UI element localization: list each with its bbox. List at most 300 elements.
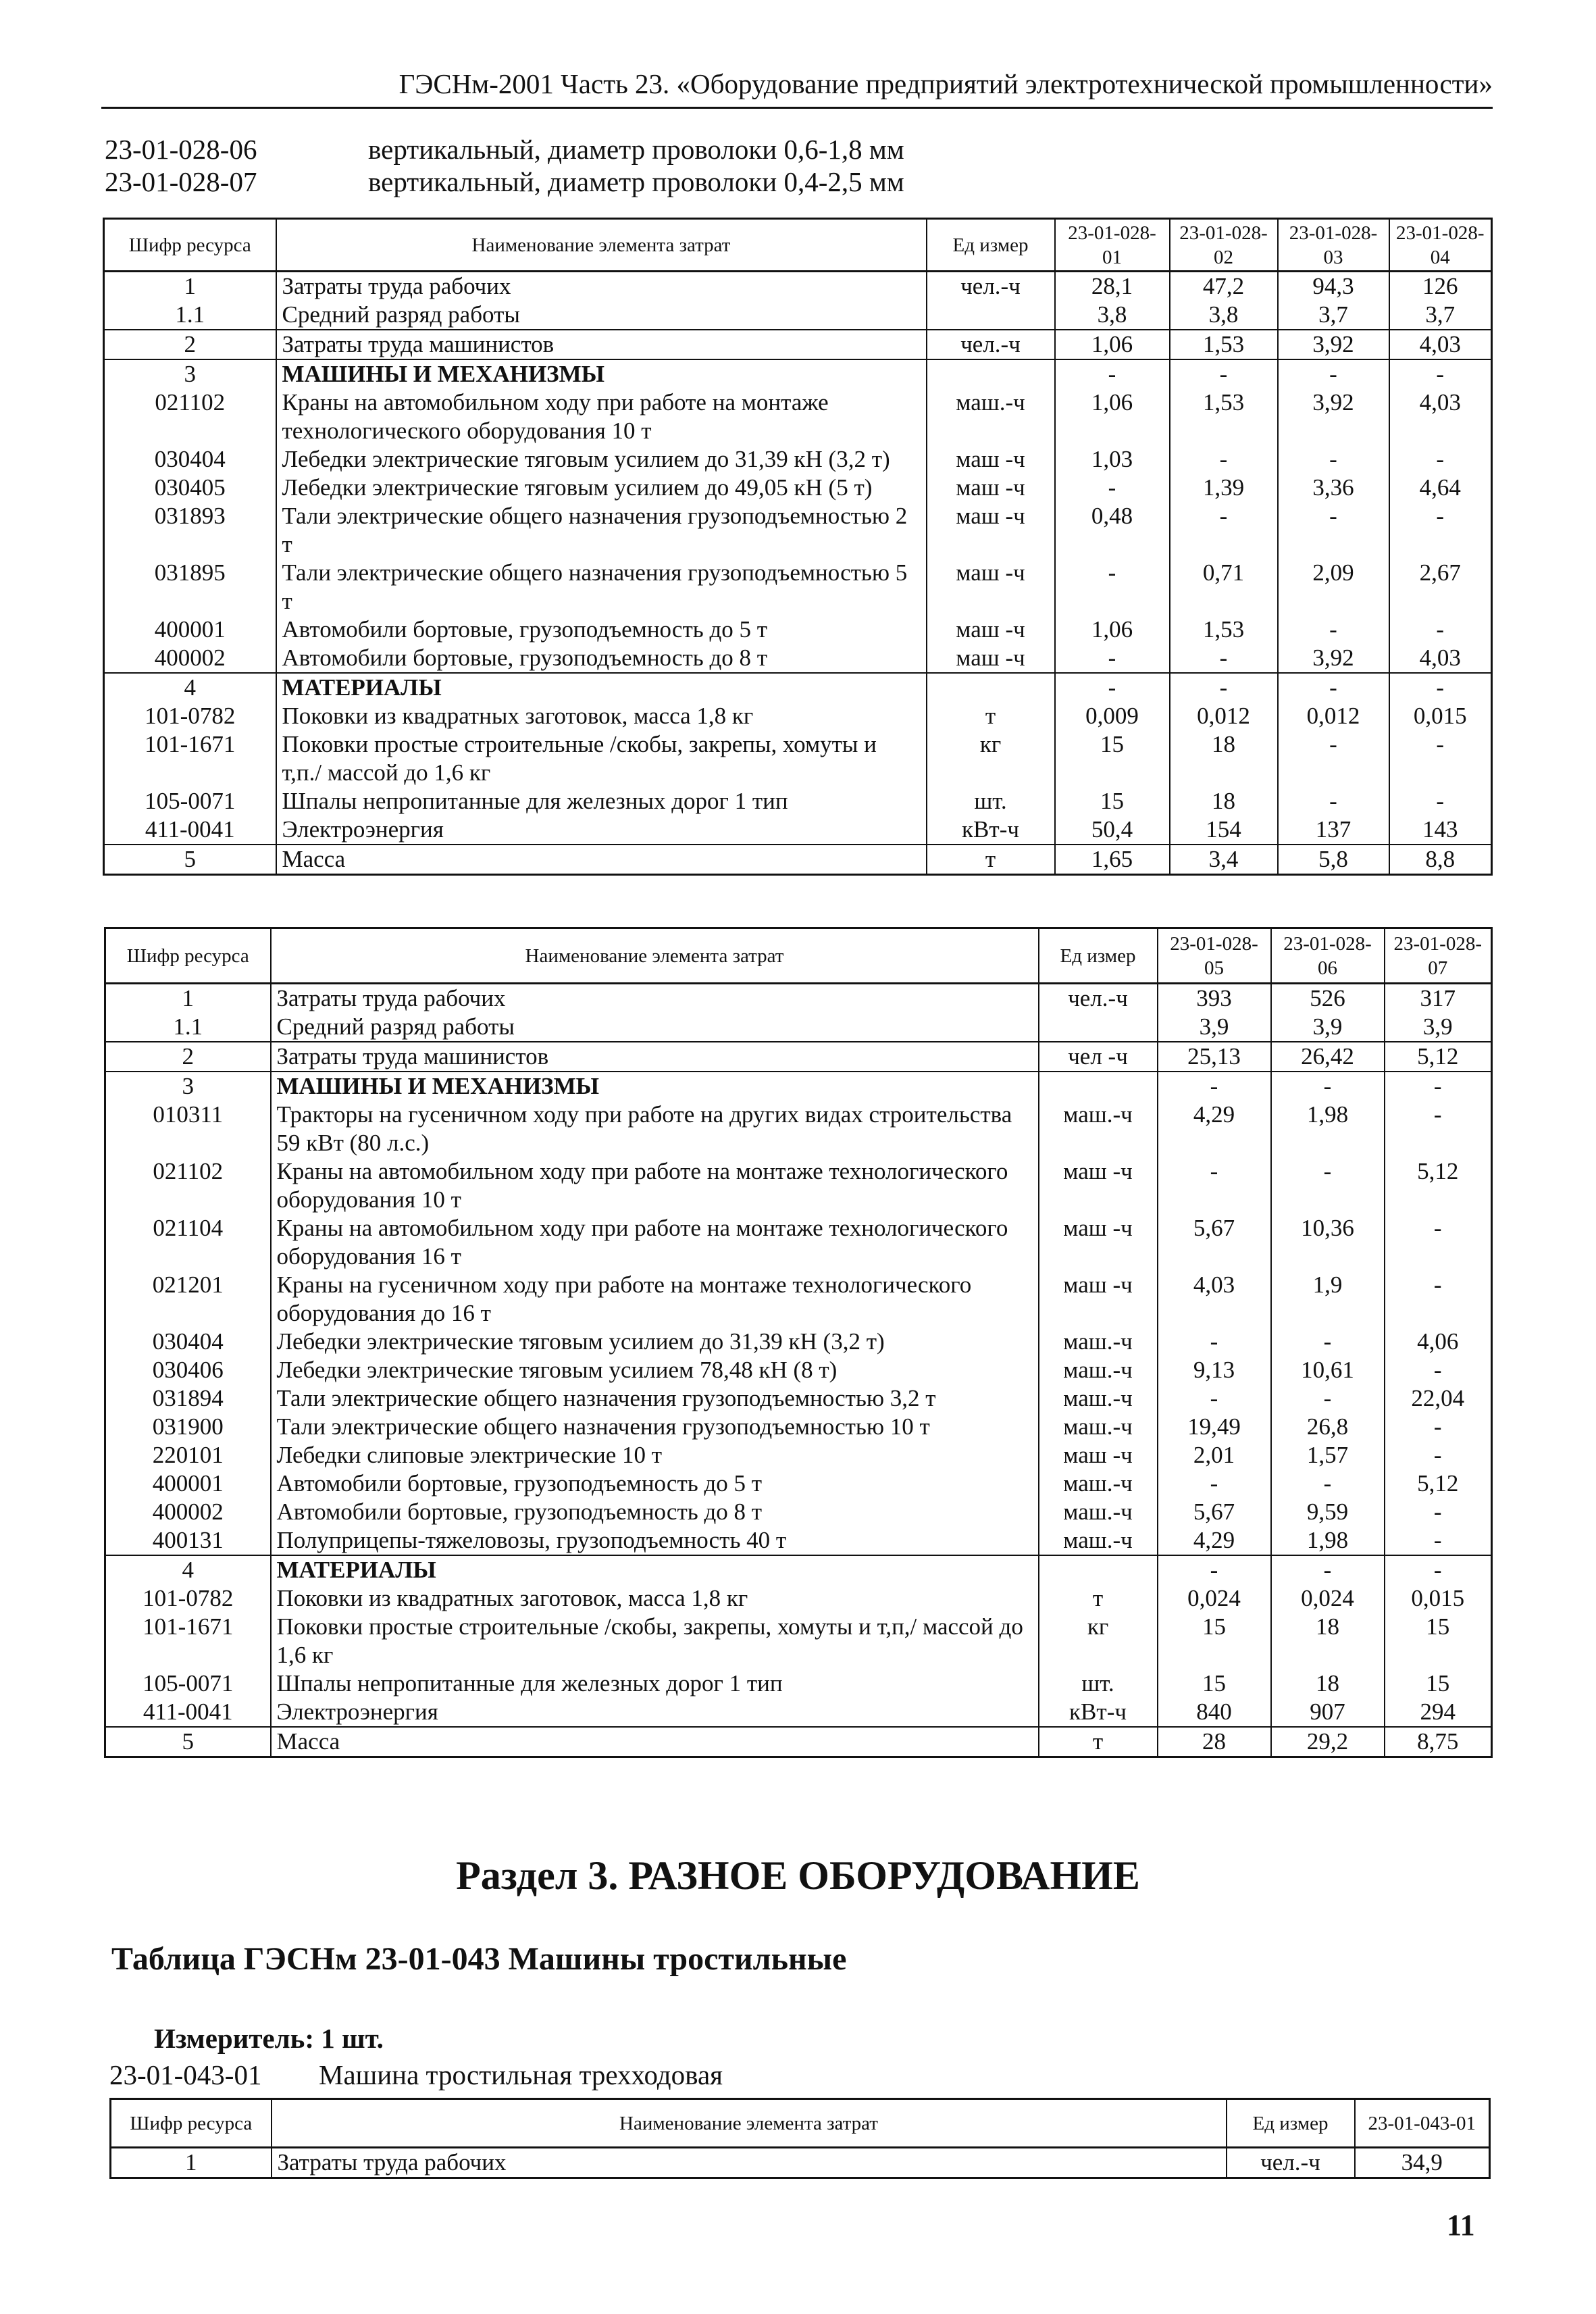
norm-value: 26,42 xyxy=(1271,1042,1385,1072)
table-row xyxy=(105,1157,1492,1214)
resource-code: 4 xyxy=(105,1555,271,1584)
resource-code: 105-0071 xyxy=(104,787,276,815)
norm-value: 0,024 xyxy=(1158,1584,1271,1613)
norm-value: - xyxy=(1170,445,1278,474)
table-row xyxy=(104,502,1492,559)
norm-value: 1,53 xyxy=(1170,615,1278,644)
unit-of-measure: чел -ч xyxy=(1039,1042,1158,1072)
norm-value: 0,71 xyxy=(1170,559,1278,615)
cost-element-name: Автомобили бортовые, грузоподъемность до 8 т xyxy=(271,1498,1039,1526)
norm-value: 10,36 xyxy=(1271,1214,1385,1271)
header-rule xyxy=(101,107,1493,109)
item-text: Машина тростильная трехходовая xyxy=(319,2059,723,2090)
norm-value: 4,29 xyxy=(1158,1526,1271,1555)
norm-value: - xyxy=(1389,615,1492,644)
norm-value: 2,67 xyxy=(1389,559,1492,615)
unit-of-measure: чел.-ч xyxy=(927,330,1055,359)
resource-code: 031895 xyxy=(104,559,276,615)
intro-text: вертикальный, диаметр проволоки 0,6-1,8 мм xyxy=(368,134,904,165)
unit-of-measure xyxy=(1039,1013,1158,1042)
section-title: Раздел 3. РАЗНОЕ ОБОРУДОВАНИЕ xyxy=(456,1853,1140,1898)
cost-element-name: Затраты труда рабочих xyxy=(271,984,1039,1013)
norm-value: - xyxy=(1385,1413,1492,1441)
norm-value: - xyxy=(1278,673,1389,702)
norm-value: 28 xyxy=(1158,1727,1271,1757)
intro-code: 23-01-028-07 xyxy=(105,166,257,197)
cost-element-name: Шпалы непропитанные для железных дорог 1 тип xyxy=(276,787,927,815)
resource-code: 220101 xyxy=(105,1441,271,1469)
col-header-name: Наименование элемента затрат xyxy=(272,2099,1227,2148)
norm-value: 1,06 xyxy=(1055,330,1170,359)
cost-element-name: Затраты труда машинистов xyxy=(271,1042,1039,1072)
norm-value: - xyxy=(1055,359,1170,388)
resource-code: 030405 xyxy=(104,474,276,502)
cost-element-name: Краны на гусеничном ходу при работе на монтаже технологического оборудования до 16 т xyxy=(271,1271,1039,1328)
norm-value: 28,1 xyxy=(1055,272,1170,301)
table-row xyxy=(104,474,1492,502)
norm-value: - xyxy=(1389,359,1492,388)
norm-value: 4,03 xyxy=(1158,1271,1271,1328)
resource-code: 400002 xyxy=(105,1498,271,1526)
unit-of-measure: кг xyxy=(1039,1613,1158,1669)
cost-element-name: Шпалы непропитанные для железных дорог 1 тип xyxy=(271,1669,1039,1698)
norm-value: - xyxy=(1385,1498,1492,1526)
norm-value: 0,024 xyxy=(1271,1584,1385,1613)
resource-code: 031900 xyxy=(105,1413,271,1441)
resource-code: 031893 xyxy=(104,502,276,559)
norm-value: 4,03 xyxy=(1389,388,1492,445)
page-header: ГЭСНм-2001 Часть 23. «Оборудование предприятий электротехнической промышленности» xyxy=(398,68,1493,99)
table-row xyxy=(105,1698,1492,1727)
norm-value: 50,4 xyxy=(1055,815,1170,845)
norm-value: 4,29 xyxy=(1158,1101,1271,1157)
resource-code: 2 xyxy=(105,1042,271,1072)
cost-element-name: Затраты труда машинистов xyxy=(276,330,927,359)
resource-code: 400001 xyxy=(105,1469,271,1498)
cost-element-name: Средний разряд работы xyxy=(271,1013,1039,1042)
norm-value: 0,015 xyxy=(1385,1584,1492,1613)
norm-value: - xyxy=(1271,1157,1385,1214)
resource-code: 1 xyxy=(105,984,271,1013)
resource-code: 5 xyxy=(104,845,276,875)
norm-value: 15 xyxy=(1158,1669,1271,1698)
table-header-row xyxy=(105,928,1492,984)
norm-value: - xyxy=(1271,1384,1385,1413)
unit-of-measure: маш.-ч xyxy=(1039,1101,1158,1157)
norm-value: 3,92 xyxy=(1278,644,1389,673)
norm-value: 5,67 xyxy=(1158,1498,1271,1526)
unit-of-measure: маш -ч xyxy=(1039,1271,1158,1328)
col-header-name: Наименование элемента затрат xyxy=(276,219,927,272)
unit-of-measure: маш.-ч xyxy=(1039,1328,1158,1356)
norm-value: - xyxy=(1271,1328,1385,1356)
col-header-unit: Ед измер xyxy=(927,219,1055,272)
unit-of-measure xyxy=(1039,1555,1158,1584)
norm-value: - xyxy=(1389,502,1492,559)
table-row xyxy=(104,845,1492,875)
norm-value: - xyxy=(1385,1356,1492,1384)
table-row xyxy=(104,815,1492,845)
norm-value: 8,75 xyxy=(1385,1727,1492,1757)
table-row xyxy=(104,644,1492,673)
table-row xyxy=(104,445,1492,474)
norm-value: - xyxy=(1389,730,1492,787)
resource-code: 101-0782 xyxy=(105,1584,271,1613)
norm-value: 3,9 xyxy=(1271,1013,1385,1042)
norm-value: - xyxy=(1385,1271,1492,1328)
col-header-code: Шифр ресурса xyxy=(105,928,271,984)
resource-code: 400001 xyxy=(104,615,276,644)
col-header-name: Наименование элемента затрат xyxy=(271,928,1039,984)
norm-value: 26,8 xyxy=(1271,1413,1385,1441)
resource-code: 101-0782 xyxy=(104,702,276,730)
cost-element-name: Автомобили бортовые, грузоподъемность до 5 т xyxy=(276,615,927,644)
norm-value: - xyxy=(1158,1469,1271,1498)
resource-table-1 xyxy=(103,218,1493,876)
resource-code: 010311 xyxy=(105,1101,271,1157)
norm-value: - xyxy=(1170,673,1278,702)
norm-value: 94,3 xyxy=(1278,272,1389,301)
table-row xyxy=(105,1498,1492,1526)
norm-value: 1,06 xyxy=(1055,388,1170,445)
norm-value: 1,65 xyxy=(1055,845,1170,875)
cost-element-name: Электроэнергия xyxy=(276,815,927,845)
norm-value: 0,012 xyxy=(1170,702,1278,730)
unit-of-measure: маш.-ч xyxy=(1039,1356,1158,1384)
resource-code: 5 xyxy=(105,1727,271,1757)
intro-code: 23-01-028-06 xyxy=(105,134,257,165)
norm-value: 907 xyxy=(1271,1698,1385,1727)
norm-value: 15 xyxy=(1158,1613,1271,1669)
norm-value: 5,8 xyxy=(1278,845,1389,875)
norm-value: - xyxy=(1385,1526,1492,1555)
resource-code: 105-0071 xyxy=(105,1669,271,1698)
table-header-row xyxy=(111,2099,1490,2148)
cost-element-name: Краны на автомобильном ходу при работе на монтаже технологического оборудования 10 т xyxy=(276,388,927,445)
norm-value: 1,98 xyxy=(1271,1526,1385,1555)
norm-value: 2,09 xyxy=(1278,559,1389,615)
cost-element-name: Тали электрические общего назначения грузоподъемностью 5 т xyxy=(276,559,927,615)
norm-value: 3,8 xyxy=(1170,301,1278,330)
cost-element-name: Поковки простые строительные /скобы, закрепы, хомуты и т,п,/ массой до 1,6 кг xyxy=(271,1613,1039,1669)
norm-value: 18 xyxy=(1271,1669,1385,1698)
norm-value: - xyxy=(1170,644,1278,673)
table-row xyxy=(104,388,1492,445)
table-row xyxy=(105,1669,1492,1698)
cost-element-name: Тали электрические общего назначения грузоподъемностью 2 т xyxy=(276,502,927,559)
intro-text: вертикальный, диаметр проволоки 0,4-2,5 мм xyxy=(368,166,904,197)
resource-code: 1.1 xyxy=(104,301,276,330)
norm-value: 1,53 xyxy=(1170,330,1278,359)
unit-of-measure: маш.-ч xyxy=(1039,1469,1158,1498)
resource-code: 2 xyxy=(104,330,276,359)
unit-of-measure xyxy=(927,673,1055,702)
unit-of-measure: чел.-ч xyxy=(1039,984,1158,1013)
norm-value: 5,12 xyxy=(1385,1042,1492,1072)
unit-of-measure: чел.-ч xyxy=(927,272,1055,301)
table-row xyxy=(105,1356,1492,1384)
cost-element-name: Лебедки электрические тяговым усилием до 31,39 кН (3,2 т) xyxy=(276,445,927,474)
norm-value: 9,59 xyxy=(1271,1498,1385,1526)
norm-value: 5,12 xyxy=(1385,1469,1492,1498)
cost-element-name: Лебедки электрические тяговым усилием 78,48 кН (8 т) xyxy=(271,1356,1039,1384)
cost-element-name: Лебедки слиповые электрические 10 т xyxy=(271,1441,1039,1469)
table-row xyxy=(104,787,1492,815)
norm-value: 3,8 xyxy=(1055,301,1170,330)
resource-code: 030404 xyxy=(105,1328,271,1356)
norm-value: - xyxy=(1055,673,1170,702)
meter-label: Измеритель: 1 шт. xyxy=(154,2023,384,2054)
resource-code: 400002 xyxy=(104,644,276,673)
norm-value: 19,49 xyxy=(1158,1413,1271,1441)
table-row xyxy=(105,1526,1492,1555)
norm-value: - xyxy=(1158,1157,1271,1214)
norm-value: 1,39 xyxy=(1170,474,1278,502)
norm-value: 1,57 xyxy=(1271,1441,1385,1469)
resource-code: 1 xyxy=(111,2148,272,2178)
norm-value: 22,04 xyxy=(1385,1384,1492,1413)
norm-value: 3,9 xyxy=(1158,1013,1271,1042)
cost-element-name: Масса xyxy=(276,845,927,875)
resource-code: 021102 xyxy=(105,1157,271,1214)
cost-element-name: МАШИНЫ И МЕХАНИЗМЫ xyxy=(271,1072,1039,1101)
resource-code: 4 xyxy=(104,673,276,702)
norm-value: - xyxy=(1271,1469,1385,1498)
norm-value: - xyxy=(1278,787,1389,815)
resource-code: 1.1 xyxy=(105,1013,271,1042)
norm-value: 18 xyxy=(1170,730,1278,787)
unit-of-measure: маш.-ч xyxy=(1039,1413,1158,1441)
norm-value: 3,7 xyxy=(1389,301,1492,330)
norm-value: - xyxy=(1389,445,1492,474)
norm-value: 1,06 xyxy=(1055,615,1170,644)
cost-element-name: Автомобили бортовые, грузоподъемность до 8 т xyxy=(276,644,927,673)
norm-value: 15 xyxy=(1055,787,1170,815)
norm-value: 15 xyxy=(1385,1613,1492,1669)
table-row xyxy=(105,1584,1492,1613)
cost-element-name: Поковки из квадратных заготовок, масса 1,8 кг xyxy=(276,702,927,730)
cost-element-name: Полуприцепы-тяжеловозы, грузоподъемность 40 т xyxy=(271,1526,1039,1555)
table-row xyxy=(105,1613,1492,1669)
norm-value: 526 xyxy=(1271,984,1385,1013)
table-header-row xyxy=(104,219,1492,272)
norm-value: - xyxy=(1170,359,1278,388)
resource-code: 101-1671 xyxy=(105,1613,271,1669)
unit-of-measure: т xyxy=(1039,1727,1158,1757)
unit-of-measure: маш.-ч xyxy=(1039,1384,1158,1413)
col-header-unit: Ед измер xyxy=(1039,928,1158,984)
unit-of-measure: чел.-ч xyxy=(1227,2148,1355,2178)
cost-element-name: Затраты труда рабочих xyxy=(272,2148,1227,2178)
norm-value: - xyxy=(1158,1072,1271,1101)
norm-value: 0,015 xyxy=(1389,702,1492,730)
resource-code: 1 xyxy=(104,272,276,301)
unit-of-measure: маш -ч xyxy=(1039,1441,1158,1469)
norm-value: 137 xyxy=(1278,815,1389,845)
norm-value: - xyxy=(1158,1555,1271,1584)
unit-of-measure: маш -ч xyxy=(927,474,1055,502)
unit-of-measure: маш -ч xyxy=(927,559,1055,615)
unit-of-measure: маш.-ч xyxy=(1039,1526,1158,1555)
table-row xyxy=(105,1271,1492,1328)
cost-element-name: МАТЕРИАЛЫ xyxy=(271,1555,1039,1584)
table-row xyxy=(105,1101,1492,1157)
table-row xyxy=(105,1072,1492,1101)
norm-value: 10,61 xyxy=(1271,1356,1385,1384)
cost-element-name: Затраты труда рабочих xyxy=(276,272,927,301)
norm-value: 2,01 xyxy=(1158,1441,1271,1469)
col-header-c1: 23-01-028-01 xyxy=(1055,219,1170,272)
cost-element-name: Поковки из квадратных заготовок, масса 1,8 кг xyxy=(271,1584,1039,1613)
unit-of-measure: т xyxy=(1039,1584,1158,1613)
table-title: Таблица ГЭСНм 23-01-043 Машины тростильные xyxy=(111,1941,847,1977)
cost-element-name: Тали электрические общего назначения грузоподъемностью 3,2 т xyxy=(271,1384,1039,1413)
norm-value: 1,03 xyxy=(1055,445,1170,474)
cost-element-name: Краны на автомобильном ходу при работе на монтаже технологического оборудования 10 т xyxy=(271,1157,1039,1214)
col-header-unit: Ед измер xyxy=(1227,2099,1355,2148)
unit-of-measure: т xyxy=(927,845,1055,875)
table-row xyxy=(105,1042,1492,1072)
unit-of-measure: маш -ч xyxy=(927,615,1055,644)
norm-value: - xyxy=(1158,1328,1271,1356)
norm-value: 1,9 xyxy=(1271,1271,1385,1328)
table-row xyxy=(105,1214,1492,1271)
unit-of-measure: кВт-ч xyxy=(1039,1698,1158,1727)
table-row xyxy=(105,1727,1492,1757)
unit-of-measure: кВт-ч xyxy=(927,815,1055,845)
table-row xyxy=(105,1469,1492,1498)
norm-value: 294 xyxy=(1385,1698,1492,1727)
table-row xyxy=(105,1441,1492,1469)
cost-element-name: Поковки простые строительные /скобы, закрепы, хомуты и т,п./ массой до 1,6 кг xyxy=(276,730,927,787)
resource-code: 101-1671 xyxy=(104,730,276,787)
norm-value: - xyxy=(1389,787,1492,815)
norm-value: - xyxy=(1055,644,1170,673)
resource-code: 021201 xyxy=(105,1271,271,1328)
norm-value: 9,13 xyxy=(1158,1356,1271,1384)
norm-value: 0,009 xyxy=(1055,702,1170,730)
cost-element-name: Лебедки электрические тяговым усилием до 49,05 кН (5 т) xyxy=(276,474,927,502)
norm-value: 18 xyxy=(1170,787,1278,815)
norm-value: 4,06 xyxy=(1385,1328,1492,1356)
cost-element-name: Средний разряд работы xyxy=(276,301,927,330)
unit-of-measure: маш -ч xyxy=(927,445,1055,474)
col-header-c2: 23-01-028-02 xyxy=(1170,219,1278,272)
col-header-c4: 23-01-028-04 xyxy=(1389,219,1492,272)
table-row xyxy=(104,673,1492,702)
norm-value: - xyxy=(1055,474,1170,502)
cost-element-name: Тракторы на гусеничном ходу при работе на других видах строительства 59 кВт (80 л.с.) xyxy=(271,1101,1039,1157)
table-row xyxy=(111,2148,1490,2178)
norm-value: - xyxy=(1271,1555,1385,1584)
unit-of-measure: маш.-ч xyxy=(927,388,1055,445)
resource-code: 411-0041 xyxy=(104,815,276,845)
table-row xyxy=(104,615,1492,644)
norm-value: 4,64 xyxy=(1389,474,1492,502)
norm-value: 34,9 xyxy=(1355,2148,1490,2178)
table-row xyxy=(105,1384,1492,1413)
table-row xyxy=(104,559,1492,615)
norm-value: 3,36 xyxy=(1278,474,1389,502)
resource-code: 411-0041 xyxy=(105,1698,271,1727)
norm-value: - xyxy=(1385,1441,1492,1469)
cost-element-name: МАШИНЫ И МЕХАНИЗМЫ xyxy=(276,359,927,388)
resource-code: 030404 xyxy=(104,445,276,474)
col-header-c3: 23-01-028-07 xyxy=(1385,928,1492,984)
cost-element-name: Лебедки электрические тяговым усилием до 31,39 кН (3,2 т) xyxy=(271,1328,1039,1356)
cost-element-name: Краны на автомобильном ходу при работе на монтаже технологического оборудования 16 т xyxy=(271,1214,1039,1271)
resource-code: 030406 xyxy=(105,1356,271,1384)
norm-value: 1,98 xyxy=(1271,1101,1385,1157)
table-row xyxy=(104,301,1492,330)
norm-value: 1,53 xyxy=(1170,388,1278,445)
norm-value: 0,48 xyxy=(1055,502,1170,559)
cost-element-name: Автомобили бортовые, грузоподъемность до 5 т xyxy=(271,1469,1039,1498)
norm-value: 15 xyxy=(1055,730,1170,787)
unit-of-measure: маш -ч xyxy=(927,644,1055,673)
norm-value: 3,4 xyxy=(1170,845,1278,875)
col-header-code: Шифр ресурса xyxy=(104,219,276,272)
norm-value: 3,92 xyxy=(1278,388,1389,445)
unit-of-measure: кг xyxy=(927,730,1055,787)
norm-value: 840 xyxy=(1158,1698,1271,1727)
norm-value: 15 xyxy=(1385,1669,1492,1698)
unit-of-measure: шт. xyxy=(1039,1669,1158,1698)
norm-value: 8,8 xyxy=(1389,845,1492,875)
cost-element-name: Тали электрические общего назначения грузоподъемностью 10 т xyxy=(271,1413,1039,1441)
unit-of-measure: т xyxy=(927,702,1055,730)
norm-value: - xyxy=(1385,1101,1492,1157)
norm-value: - xyxy=(1158,1384,1271,1413)
cost-element-name: Масса xyxy=(271,1727,1039,1757)
col-header-c1: 23-01-043-01 xyxy=(1355,2099,1490,2148)
unit-of-measure: маш.-ч xyxy=(1039,1498,1158,1526)
resource-code: 021104 xyxy=(105,1214,271,1271)
norm-value: 3,92 xyxy=(1278,330,1389,359)
norm-value: - xyxy=(1271,1072,1385,1101)
norm-value: 393 xyxy=(1158,984,1271,1013)
norm-value: - xyxy=(1389,673,1492,702)
norm-value: - xyxy=(1278,359,1389,388)
table-row xyxy=(105,1555,1492,1584)
norm-value: 126 xyxy=(1389,272,1492,301)
col-header-c2: 23-01-028-06 xyxy=(1271,928,1385,984)
table-row xyxy=(105,1413,1492,1441)
norm-value: - xyxy=(1055,559,1170,615)
table-row xyxy=(104,330,1492,359)
cost-element-name: МАТЕРИАЛЫ xyxy=(276,673,927,702)
norm-value: 18 xyxy=(1271,1613,1385,1669)
unit-of-measure: шт. xyxy=(927,787,1055,815)
col-header-code: Шифр ресурса xyxy=(111,2099,272,2148)
norm-value: 317 xyxy=(1385,984,1492,1013)
norm-value: - xyxy=(1278,502,1389,559)
table-row xyxy=(104,730,1492,787)
unit-of-measure xyxy=(927,301,1055,330)
norm-value: 4,03 xyxy=(1389,330,1492,359)
table-row xyxy=(104,359,1492,388)
unit-of-measure: маш -ч xyxy=(1039,1157,1158,1214)
norm-value: - xyxy=(1278,615,1389,644)
norm-value: 5,67 xyxy=(1158,1214,1271,1271)
table-row xyxy=(105,1013,1492,1042)
unit-of-measure: маш -ч xyxy=(1039,1214,1158,1271)
norm-value: 143 xyxy=(1389,815,1492,845)
table-row xyxy=(104,272,1492,301)
resource-code: 031894 xyxy=(105,1384,271,1413)
col-header-c1: 23-01-028-05 xyxy=(1158,928,1271,984)
norm-value: 0,012 xyxy=(1278,702,1389,730)
